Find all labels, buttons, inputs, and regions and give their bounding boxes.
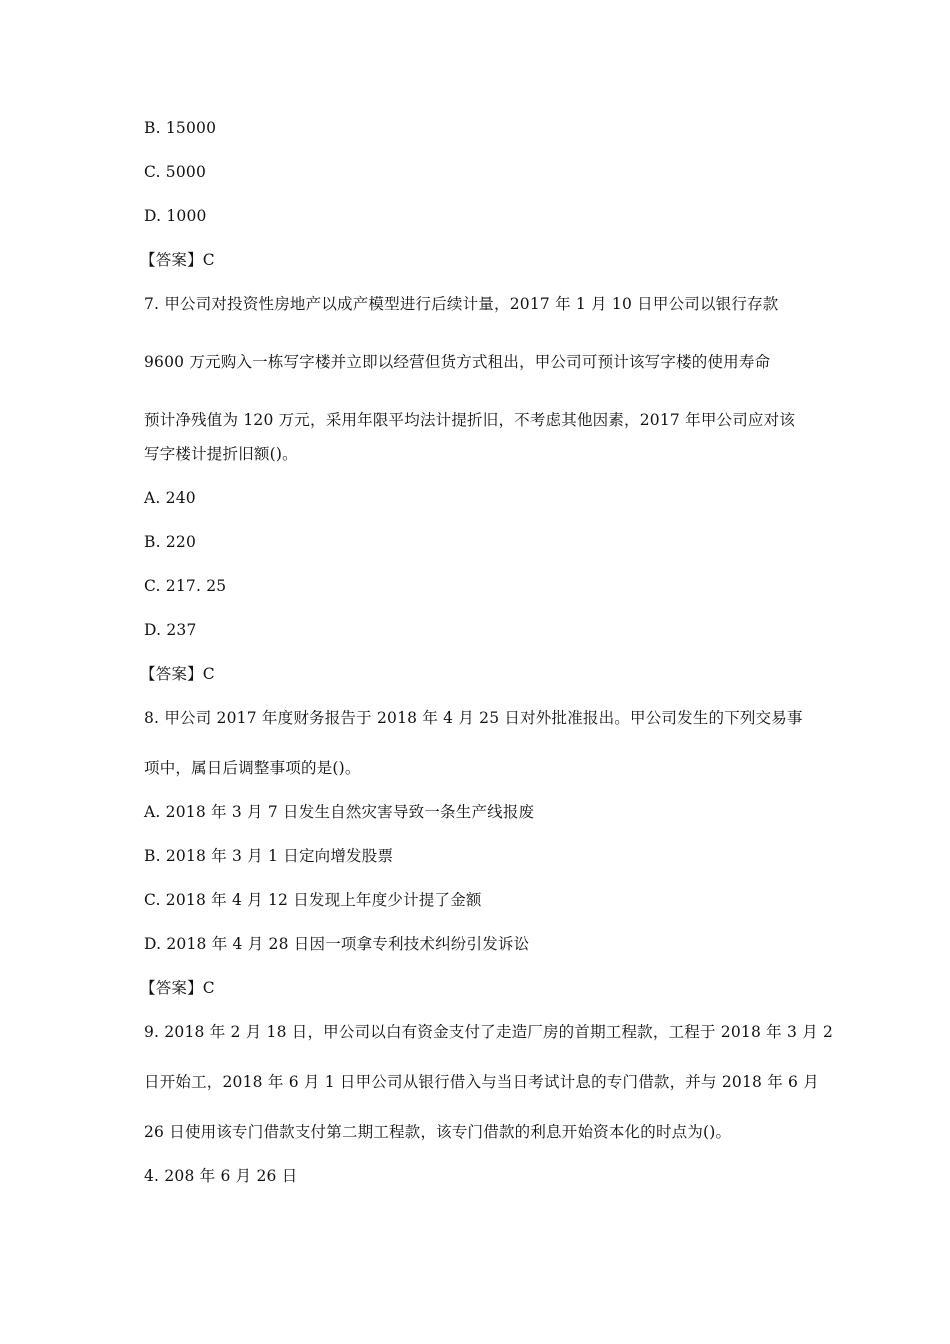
question-9-line-2: 日开始工，2018 年 6 月 1 日甲公司从银行借入与当日考试计息的专门借款，并与 2018 年 6 月 xyxy=(144,1073,819,1091)
question-8-line-2: 项中，属日后调整事项的是()。 xyxy=(144,759,361,777)
option-a-q9: 4. 208 年 6 月 26 日 xyxy=(144,1167,298,1185)
question-8-line-1: 8. 甲公司 2017 年度财务报告于 2018 年 4 月 25 日对外批准报出。甲公司发生的下列交易事 xyxy=(144,709,803,727)
question-7-line-2: 9600 万元购入一栋写字楼并立即以经营但货方式租出，甲公司可预计该写字楼的使用寿命 xyxy=(144,353,771,371)
option-a-q7: A. 240 xyxy=(144,489,196,507)
option-d-q6: D. 1000 xyxy=(144,207,207,225)
question-9-line-1: 9. 2018 年 2 月 18 日，甲公司以白有资金支付了走造厂房的首期工程款，工程于 2018 年 3 月 2 xyxy=(144,1023,834,1041)
option-a-q8: A. 2018 年 3 月 7 日发生自然灾害导致一条生产线报废 xyxy=(144,803,535,821)
answer-q7: 【答案】C xyxy=(140,665,215,683)
question-7-line-1: 7. 甲公司对投资性房地产以成产模型进行后续计量，2017 年 1 月 10 日甲公司以银行存款 xyxy=(144,295,779,313)
answer-q6: 【答案】C xyxy=(140,251,215,269)
option-d-q7: D. 237 xyxy=(144,621,197,639)
option-b-q6: B. 15000 xyxy=(144,119,217,137)
option-b-q8: B. 2018 年 3 月 1 日定向增发股票 xyxy=(144,847,394,865)
option-c-q7: C. 217. 25 xyxy=(144,577,227,595)
answer-q8: 【答案】C xyxy=(140,979,215,997)
option-d-q8: D. 2018 年 4 月 28 日因一项拿专利技术纠纷引发诉讼 xyxy=(144,935,530,953)
option-b-q7: B. 220 xyxy=(144,533,197,551)
option-c-q6: C. 5000 xyxy=(144,163,207,181)
option-c-q8: C. 2018 年 4 月 12 日发现上年度少计提了金额 xyxy=(144,891,482,909)
question-7-line-3: 预计净残值为 120 万元，采用年限平均法计提折旧，不考虑其他因素，2017 年甲公司应对该 xyxy=(144,411,796,429)
question-9-line-3: 26 日使用该专门借款支付第二期工程款，该专门借款的利息开始资本化的时点为()。 xyxy=(144,1123,732,1141)
question-7-line-4: 写字楼计提折旧额()。 xyxy=(144,445,298,463)
